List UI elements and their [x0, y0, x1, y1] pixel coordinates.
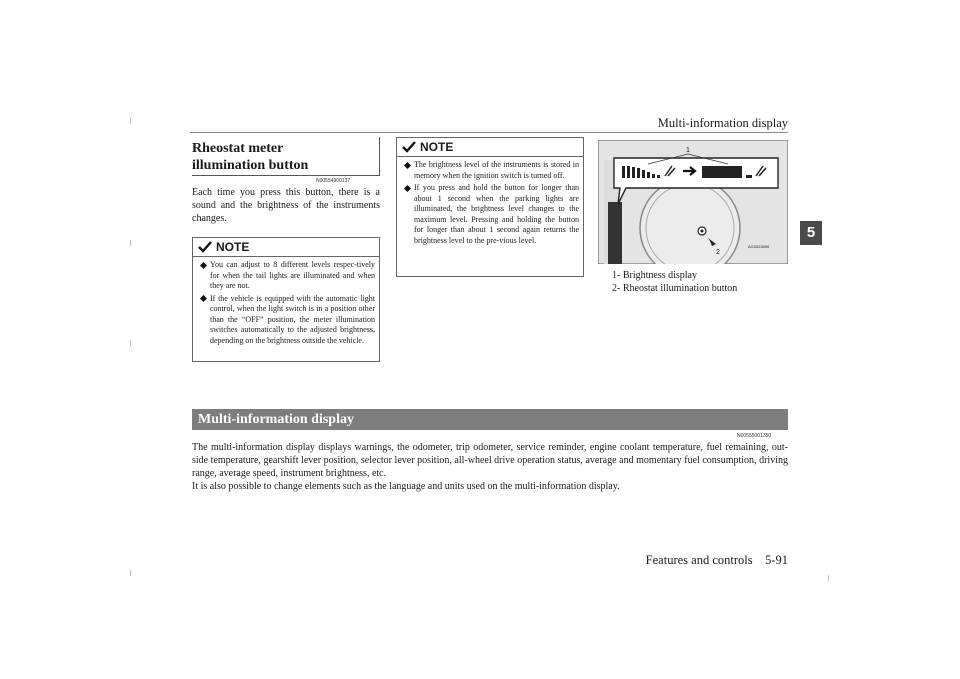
callout-1: 1 [686, 147, 690, 154]
chapter-tab: 5 [800, 221, 822, 245]
note-item: You can adjust to 8 different levels respec-tively for when the tail lights are illuminated and when they are not. [199, 260, 375, 292]
header-rule [190, 132, 788, 133]
caption-1: 1- Brightness display [612, 270, 697, 281]
figure-brightness-illustration [598, 140, 788, 264]
note-box-2 [396, 137, 584, 277]
note-box-1 [192, 237, 380, 362]
note-list [193, 257, 379, 351]
page-header-title: Multi-information display [657, 116, 788, 130]
note-header [193, 238, 379, 257]
crop-mark [130, 570, 131, 576]
crop-mark [130, 240, 131, 246]
note-check-icon [198, 241, 212, 253]
figure-captions [612, 269, 792, 295]
bullet-icon [404, 161, 411, 168]
note-item: The brightness level of the instruments is stored in memory when the ignition switch is turned off. [403, 160, 579, 181]
caption-2: 2- Rheostat illumination button [612, 283, 738, 294]
paragraph: The multi-information display displays warnings, the odometer, trip odometer, service reminder, engine coolant temperature, fuel remaining, out-side temperature, gearshift lever position, selector lever position, all-wheel drive operation status, average and momentary fuel consumption, driving range, average speed, instrument brightness, etc. [192, 442, 788, 479]
note-item: If you press and hold the button for longer than about 1 second when the parking lights are illuminated, the brightness level changes to the maximum level. Pressing and holding the button for longer than about 1 second again returns the brightness level to the pre-vious level. [403, 183, 579, 246]
crop-mark [130, 118, 131, 124]
page-footer: Features and controls 5-91 [645, 553, 788, 567]
note-label: NOTE [420, 140, 454, 154]
note-check-icon [402, 141, 416, 153]
bullet-icon [200, 295, 207, 302]
bullet-icon [404, 184, 411, 191]
note-item: If the vehicle is equipped with the automatic light control, when the light switch is in a position other than the “OFF” position, the meter illumination switches automatically to the adjusted brightness, depending on the brightness outside the vehicle. [199, 294, 375, 347]
note-list [397, 157, 583, 251]
callout-2: 2 [716, 249, 720, 256]
reference-code: N00554900137 [316, 178, 351, 184]
heading-underline [192, 175, 380, 176]
section-heading-rheostat: Rheostat meter illumination button [192, 141, 309, 173]
crop-mark [130, 340, 131, 346]
instrument-panel-illustration [598, 140, 788, 264]
heading-side-rule [379, 137, 380, 176]
rheostat-description: Each time you press this button, there is a sound and the brightness of the instruments changes. [192, 187, 380, 224]
note-header [397, 138, 583, 157]
bullet-icon [200, 261, 207, 268]
note-label: NOTE [216, 240, 250, 254]
reference-code: N00555001350 [737, 433, 772, 439]
image-code: AG0023696 [748, 244, 770, 249]
section-banner-multi-info: Multi-information display [192, 409, 788, 430]
multi-info-description [192, 441, 788, 493]
crop-mark [828, 575, 829, 581]
paragraph: It is also possible to change elements such as the language and units used on the multi-information display. [192, 481, 620, 492]
